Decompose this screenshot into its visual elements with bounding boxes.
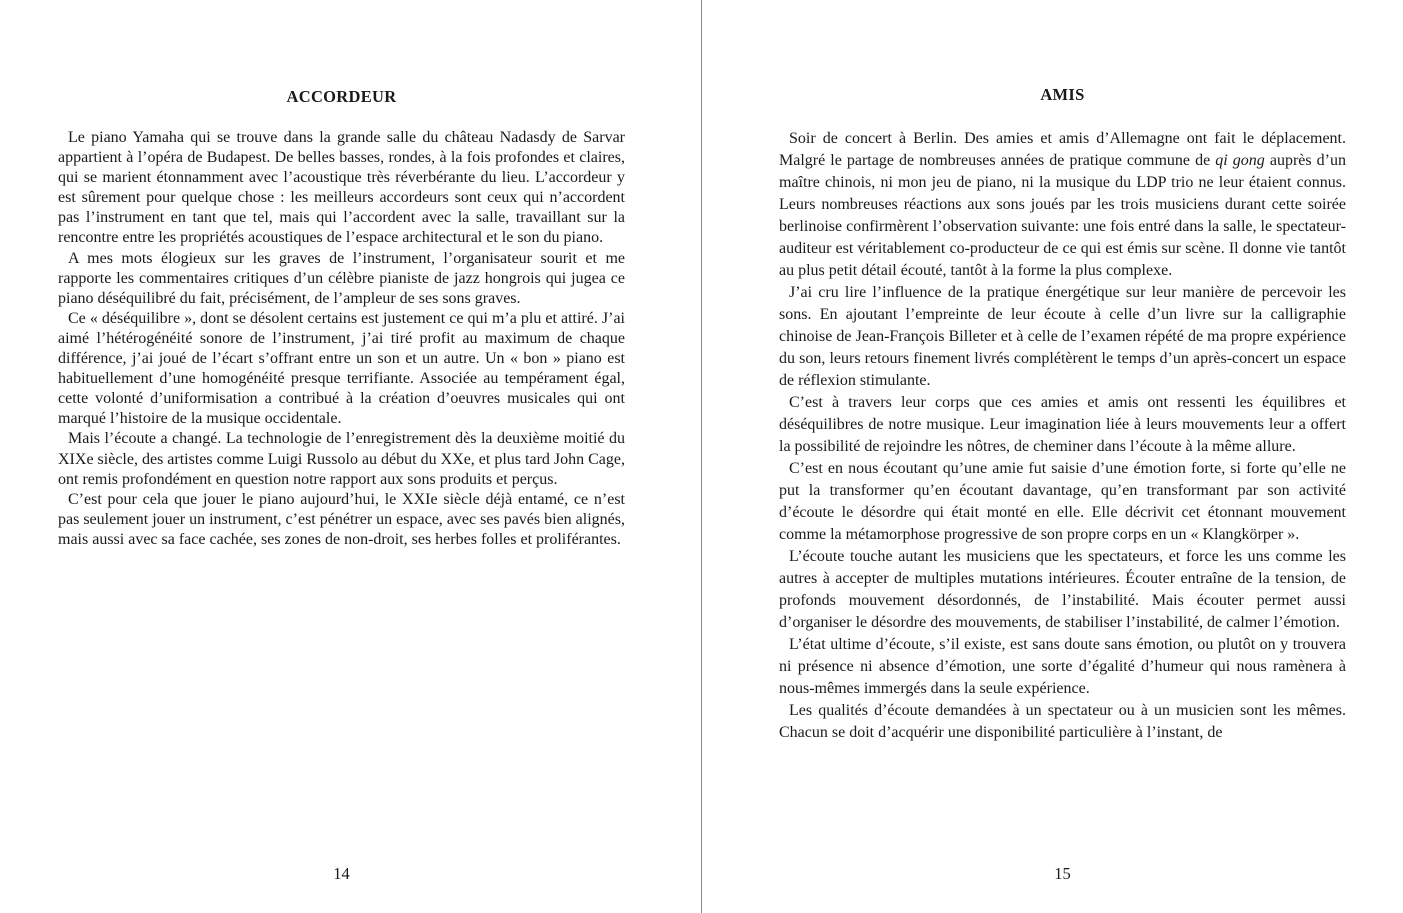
- paragraph-text: auprès d’un maître chinois, ni mon jeu de piano, ni la musique du LDP trio ne leur étaient connus. Leurs nombreuses réactions aux sons joués par les trois musiciens durant cette soirée berlinoise confirmèrent l’observation suivante: une fois entré dans la salle, le spectateur-auditeur est véritablement co-producteur de ce qui est émis sur scène. Il donne vie tantôt au plus petit détail écouté, tantôt à la forme la plus complexe.: [779, 152, 1346, 279]
- paragraph-text: Soir de concert à Berlin. Des amies et amis d’Allemagne ont fait le déplacement. Malgré le partage de nombreuses années de pratique commune de: [779, 130, 1346, 169]
- paragraph: C’est en nous écoutant qu’une amie fut saisie d’une émotion forte, si forte qu’elle ne put la transformer qu’en écoutant davantage, qu’en transformant par son activité d’écoute le désordre qui était monté en elle. Elle décrivit cet étonnant mouvement comme la métamorphose progressive de son propre corps en un « Klangkörper ».: [779, 460, 1346, 543]
- paragraph: L’écoute touche autant les musiciens que les spectateurs, et force les uns comme les autres à accepter de multiples mutations intérieures. Écouter entraîne de la tension, de profonds mouvement désordonnés, de l’instabilité. Mais écouter permet aussi d’organiser le désordre des mouvements, de stabiliser l’instabilité, de calmer l’émotion.: [779, 548, 1346, 631]
- right-page-body: [779, 128, 1346, 744]
- paragraph: Mais l’écoute a changé. La technologie de l’enregistrement dès la deuxième moitié du XIXe siècle, des artistes comme Luigi Russolo au début du XXe, et plus tard John Cage, ont remis profondément en question notre rapport aux sons produits et perçus.: [58, 430, 625, 488]
- paragraph: Les qualités d’écoute demandées à un spectateur ou à un musicien sont les mêmes. Chacun se doit d’acquérir une disponibilité particulière à l’instant, de: [779, 702, 1346, 741]
- page-gutter-divider: [701, 0, 702, 913]
- page-title: ACCORDEUR: [286, 87, 397, 106]
- paragraph: J’ai cru lire l’influence de la pratique énergétique sur leur manière de percevoir les sons. En ajoutant l’empreinte de leur écoute à celle d’un livre sur la calligraphie chinoise de Jean-François Billeter et à celle de l’examen répété de ma propre expérience du son, leurs retours finement livrés complétèrent le temps d’un après-concert un espace de réflexion stimulante.: [779, 284, 1346, 389]
- page-number: 15: [1054, 864, 1071, 883]
- paragraph: A mes mots élogieux sur les graves de l’instrument, l’organisateur sourit et me rapporte les commentaires critiques d’un célèbre pianiste de jazz hongrois qui jugea ce piano déséquilibré du fait, précisément, de l’ampleur de ses sons graves.: [58, 249, 625, 307]
- right-page: [779, 0, 1346, 913]
- left-page: [58, 0, 625, 913]
- paragraph: L’état ultime d’écoute, s’il existe, est sans doute sans émotion, ou plutôt on y trouvera ni présence ni absence d’émotion, une sorte d’égalité d’humeur qui nous ramènera à nous-mêmes immergés dans la seule expérience.: [779, 636, 1346, 697]
- paragraph: C’est pour cela que jouer le piano aujourd’hui, le XXIe siècle déjà entamé, ce n’est pas seulement jouer un instrument, c’est pénétrer un espace, avec ses pavés bien alignés, mais aussi avec sa face cachée, ses zones de non-droit, ses herbes folles et proliférantes.: [58, 490, 625, 548]
- italic-term: qi gong: [1215, 152, 1265, 169]
- paragraph: Le piano Yamaha qui se trouve dans la grande salle du château Nadasdy de Sarvar appartient à l’opéra de Budapest. De belles basses, rondes, à la fois profondes et claires, qui se marient étonnamment avec l’acoustique très réverbérante du lieu. L’accordeur y est sûrement pour quelque chose : les meilleurs accordeurs sont ceux qui n’accordent pas l’instrument en tant que tel, mais qui l’accordent avec la salle, travaillant sur la rencontre entre les propriétés acoustiques de l’espace architectural et le son du piano.: [58, 129, 625, 247]
- paragraph: Ce « déséquilibre », dont se désolent certains est justement ce qui m’a plu et attiré. J’ai aimé l’hétérogénéité sonore de l’instrument, j’ai tiré profit au maximum de chaque différence, j’ai joué de l’écart s’offrant entre un son et un autre. Un « bon » piano est habituellement d’une homogénéité presque terrifiante. Associée au tempérament égal, cette volonté d’uniformisation a contribué à la création d’oeuvres musicales qui ont marqué l’histoire de la musique occidentale.: [58, 309, 625, 428]
- left-page-body: [58, 128, 625, 550]
- paragraph: C’est à travers leur corps que ces amies et amis ont ressenti les équilibres et déséquilibres de notre musique. Leur imagination liée à leurs mouvements leur a offert la possibilité de rejoindre les nôtres, de cheminer dans l’écoute à la même allure.: [779, 394, 1346, 455]
- page-title: AMIS: [1040, 85, 1085, 104]
- page-number: 14: [333, 864, 350, 883]
- paragraph: [779, 128, 1346, 282]
